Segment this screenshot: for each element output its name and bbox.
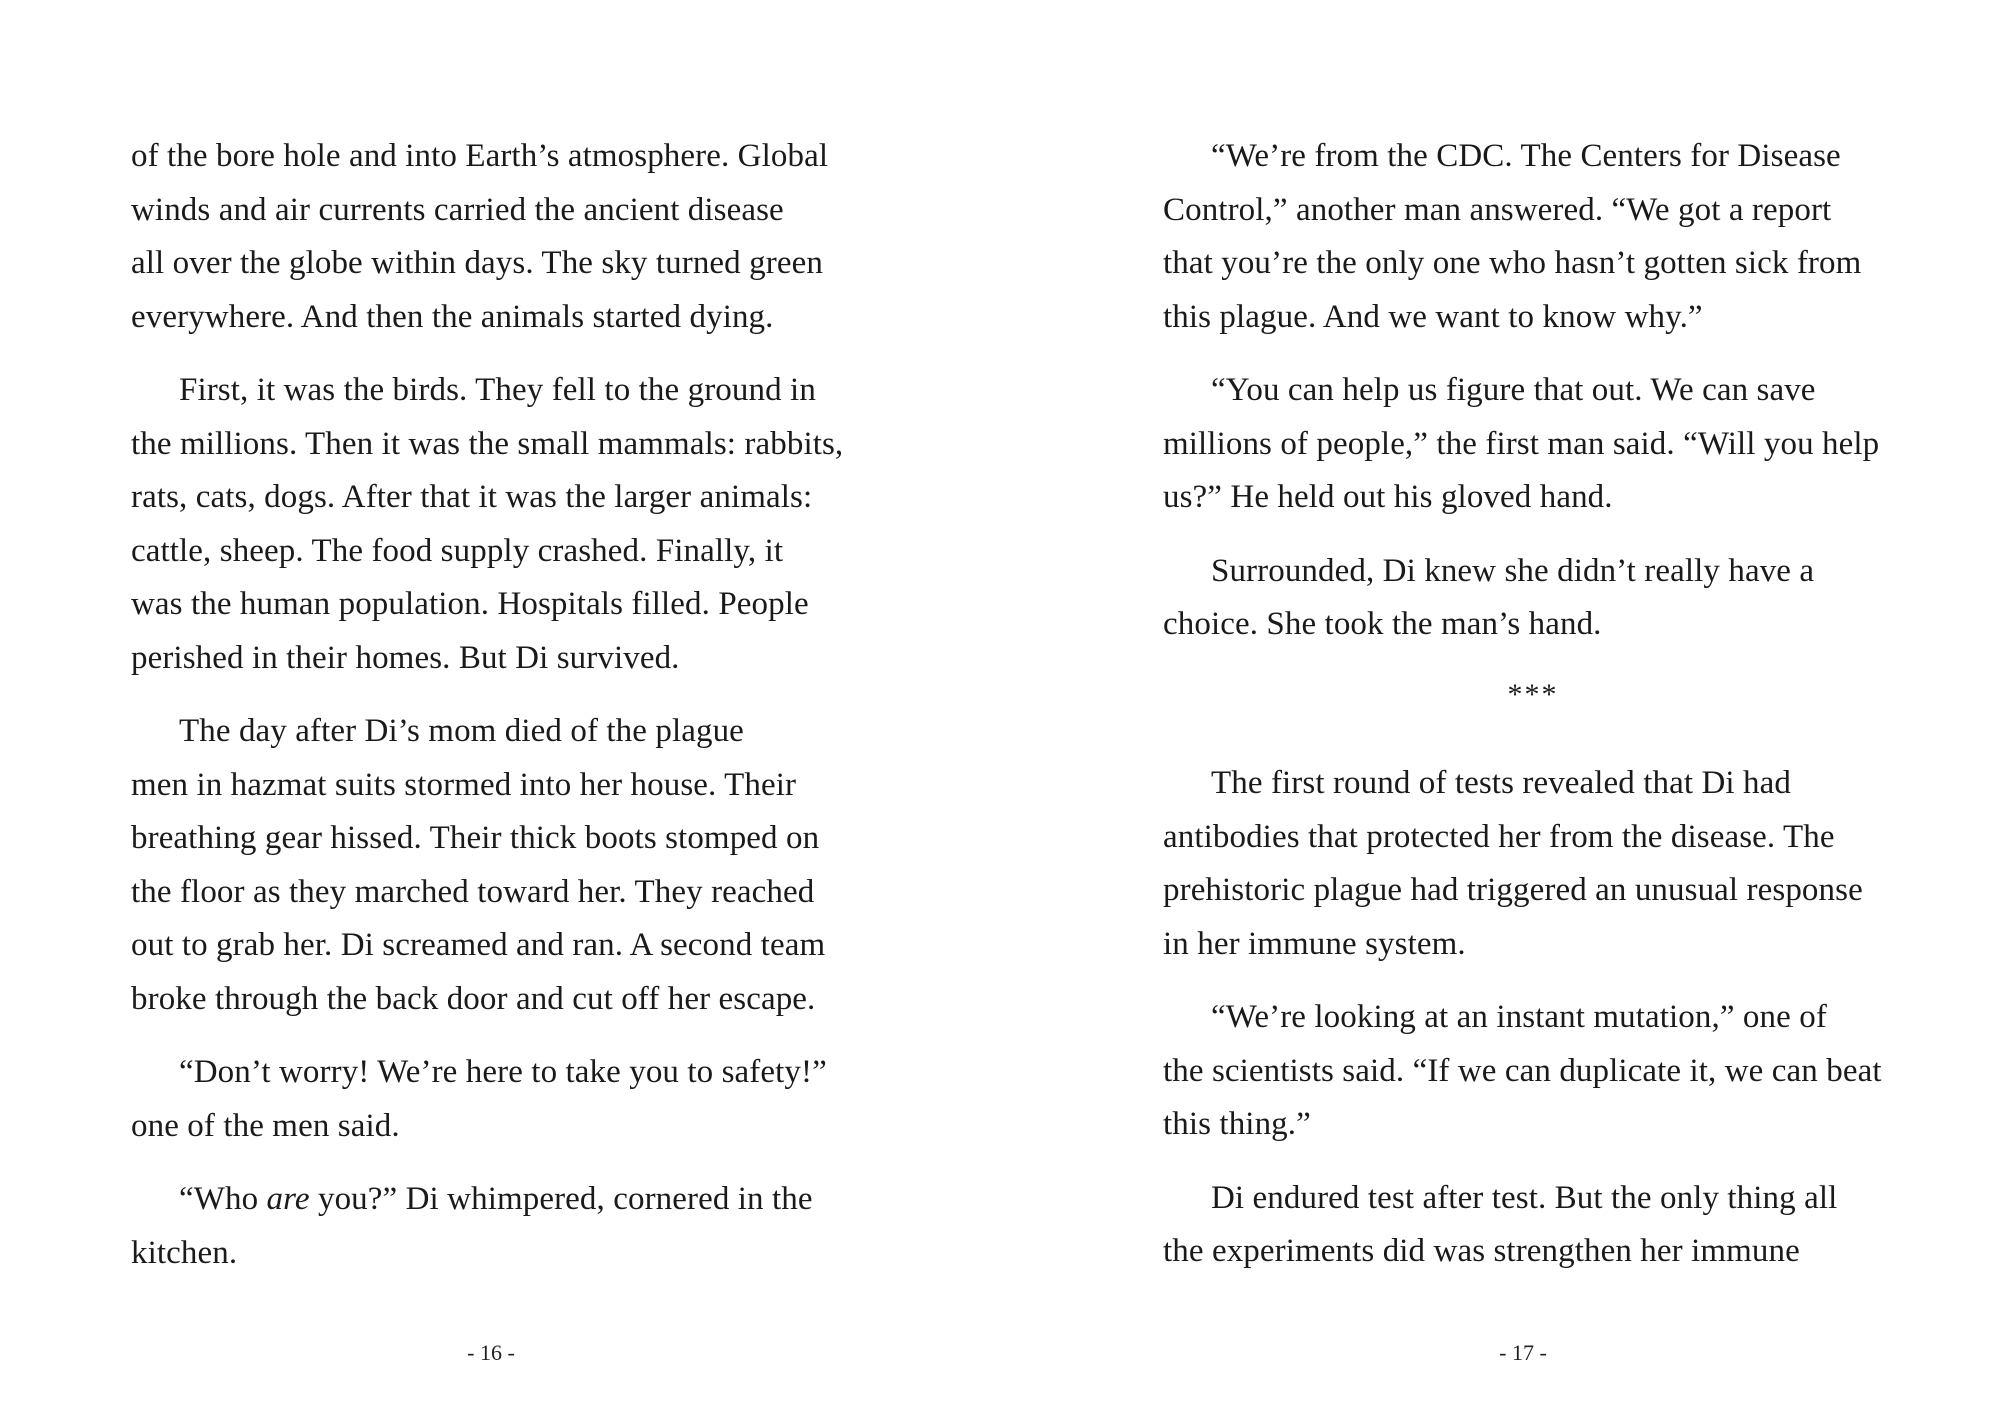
text-line: choice. She took the man’s hand. <box>1163 606 1602 642</box>
text-line: Di endured test after test. But the only thing all <box>1211 1179 1838 1216</box>
paragraph <box>1163 364 1903 525</box>
paragraph <box>1163 545 1903 652</box>
text-line: The first round of tests revealed that Di had <box>1211 765 1791 801</box>
paragraph <box>1163 757 1903 971</box>
text-line: Surrounded, Di knew she didn’t really have a <box>1211 552 1815 589</box>
paragraph <box>1163 1172 1903 1279</box>
text-line: “We’re from the CDC. The Centers for Disease <box>1211 138 1841 174</box>
text-line: prehistoric plague had triggered an unusual response <box>1163 872 1863 908</box>
page-number-right: - 17 - <box>1499 1340 1547 1365</box>
text-run: “Who <box>179 1181 267 1217</box>
text-line: First, it was the birds. They fell to the ground in <box>179 372 816 408</box>
text-line: was the human population. Hospitals filled. People <box>131 586 809 622</box>
text-line: all over the globe within days. The sky turned green <box>131 245 823 281</box>
text-run: you?” Di whimpered, cornered in the <box>309 1181 813 1217</box>
text-line: rats, cats, dogs. After that it was the larger animals: <box>131 479 813 515</box>
text-line: millions of people,” the first man said. “Will you help <box>1163 425 1880 462</box>
text-line: the floor as they marched toward her. They reached <box>131 873 815 910</box>
paragraph <box>131 1173 871 1280</box>
text-line: “You can help us figure that out. We can save <box>1211 372 1816 408</box>
text-line: the scientists said. “If we can duplicate it, we can beat <box>1163 1052 1882 1089</box>
text-line: men in hazmat suits stormed into her house. Their <box>131 766 797 803</box>
paragraph <box>131 705 871 1026</box>
text-line: that you’re the only one who hasn’t gotten sick from <box>1163 245 1862 281</box>
text-line: in her immune system. <box>1163 925 1466 962</box>
text-line: of the bore hole and into Earth’s atmosphere. Global <box>131 138 829 174</box>
text-line: perished in their homes. But Di survived. <box>131 639 680 676</box>
page-number-left: - 16 - <box>467 1340 515 1365</box>
text-line: The day after Di’s mom died of the plague <box>179 713 744 749</box>
paragraph <box>131 130 871 344</box>
text-line: the experiments did was strengthen her immune <box>1163 1233 1800 1269</box>
emphasis-text: are <box>266 1181 310 1217</box>
text-line: broke through the back door and cut off her escape. <box>131 980 816 1017</box>
text-line: “Don’t worry! We’re here to take you to safety!” <box>179 1054 827 1090</box>
text-line: kitchen. <box>131 1234 238 1271</box>
text-line: everywhere. And then the animals started dying. <box>131 298 774 335</box>
text-line: us?” He held out his gloved hand. <box>1163 479 1613 515</box>
text-line: this plague. And we want to know why.” <box>1163 298 1703 335</box>
left-page <box>131 130 871 1280</box>
text-line: out to grab her. Di screamed and ran. A second team <box>131 927 826 963</box>
text-line: breathing gear hissed. Their thick boots stomped on <box>131 820 820 856</box>
paragraph <box>131 364 871 685</box>
right-page <box>1163 130 1903 1279</box>
text-line: winds and air currents carried the ancient disease <box>131 191 784 228</box>
text-line: cattle, sheep. The food supply crashed. Finally, it <box>131 532 784 569</box>
paragraph <box>131 1046 871 1153</box>
paragraph <box>1163 991 1903 1152</box>
text-line: antibodies that protected her from the disease. The <box>1163 818 1835 855</box>
text-line: one of the men said. <box>131 1107 400 1144</box>
text-line <box>131 1173 871 1227</box>
text-line: Control,” another man answered. “We got a report <box>1163 191 1832 228</box>
scene-break: *** <box>1507 677 1559 711</box>
text-line: this thing.” <box>1163 1106 1311 1142</box>
text-line: the millions. Then it was the small mammals: rabbits, <box>131 425 844 462</box>
paragraph <box>1163 130 1903 344</box>
text-line: “We’re looking at an instant mutation,” one of <box>1211 999 1827 1035</box>
